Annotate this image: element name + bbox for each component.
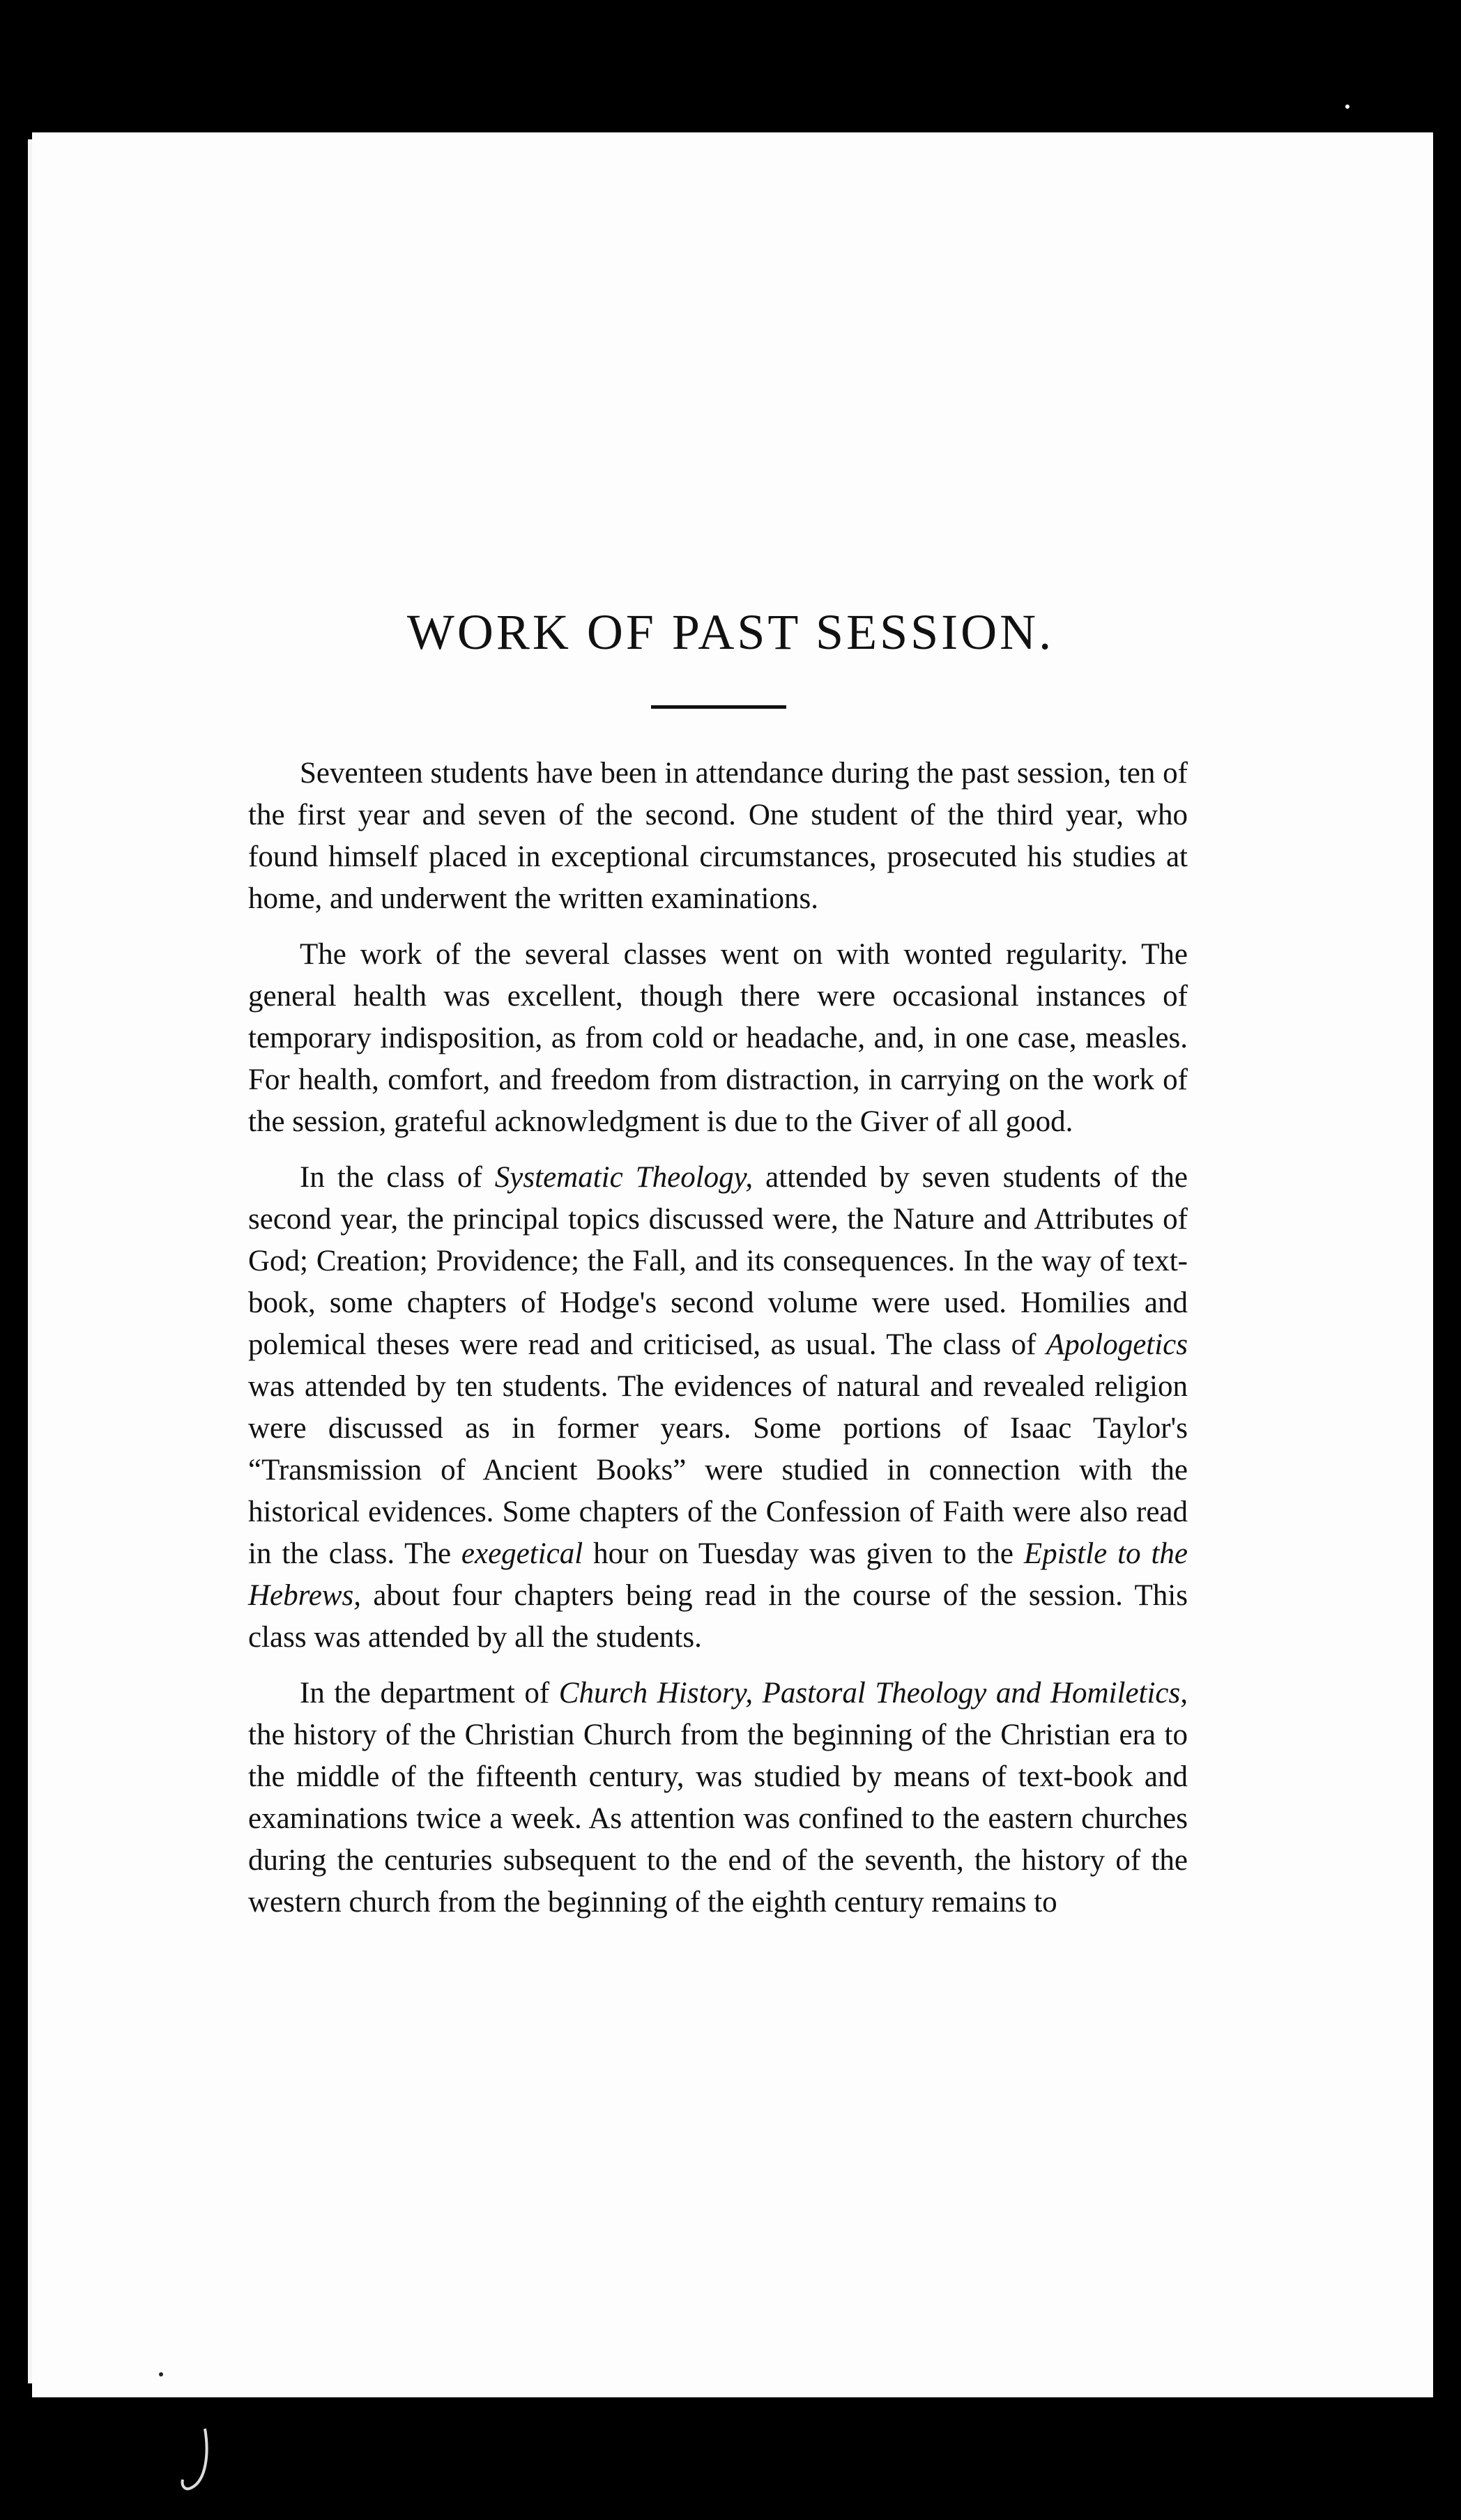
text-run: In the class of <box>300 1161 495 1194</box>
paragraph <box>248 753 1188 920</box>
text-run: about four chapters being read in the course of the session. This class was attended by all the students. <box>248 1579 1188 1654</box>
italic-run: Apologetics <box>1046 1328 1188 1361</box>
text-run: was attended by ten students. The evidences of natural and revealed religion were discussed as in former years. Some portions of Isaac Taylor's “Transmission of Ancient Books” were studied in connection with the historical evidences. Some chapters of the Confession of Faith were also read in the class. The <box>248 1370 1188 1570</box>
scan-speck <box>1345 105 1349 109</box>
text-run: Seventeen students have been in attendance during the past session, ten of the first year and seven of the second. One student of the third year, who found himself placed in exceptional circumstances, prosecuted his studies at home, and underwent the written examinations. <box>248 757 1188 915</box>
text-run: attended by seven students of the second year, the principal topics discussed were, the Nature and Attributes of God; Creation; Providence; the Fall, and its consequences. In the way of text-book, some chapters of Hodge's second volume were used. Homilies and polemical theses were read and criticised, as usual. The class of <box>248 1161 1188 1361</box>
text-run: hour on Tuesday was given to the <box>583 1537 1024 1570</box>
text-run: The work of the several classes went on with wonted regularity. The general health was excellent, though there were occasional instances of temporary indisposition, as from cold or headache, and, in one case, measles. For health, comfort, and freedom from distraction, in carrying on the work of the session, grateful acknowledgment is due to the Giver of all good. <box>248 938 1188 1138</box>
italic-run: exegetical <box>461 1537 583 1570</box>
page-title: WORK OF PAST SESSION. <box>406 604 1055 660</box>
page-spine-edge <box>28 139 32 2383</box>
paragraph <box>248 1673 1188 1923</box>
margin-pencil-mark <box>178 2425 213 2495</box>
text-run: In the department of <box>300 1677 559 1710</box>
italic-run: Systematic Theology, <box>494 1161 754 1194</box>
text-run: the history of the Christian Church from the beginning of the Christian era to the middle of the fifteenth century, was studied by means of text-book and examinations twice a week. As attention was confined to the eastern churches during the centuries subsequent to the end of the seventh, the history of the western church from the beginning of the eighth century remains to <box>248 1719 1188 1919</box>
italic-run: Epistle to the Hebrews, <box>248 1537 1188 1612</box>
title-rule <box>651 705 786 709</box>
body-text <box>248 753 1188 1937</box>
paragraph <box>248 934 1188 1143</box>
margin-dot <box>159 2372 163 2376</box>
paragraph <box>248 1157 1188 1659</box>
italic-run: Church History, Pastoral Theology and Homiletics, <box>558 1677 1188 1710</box>
